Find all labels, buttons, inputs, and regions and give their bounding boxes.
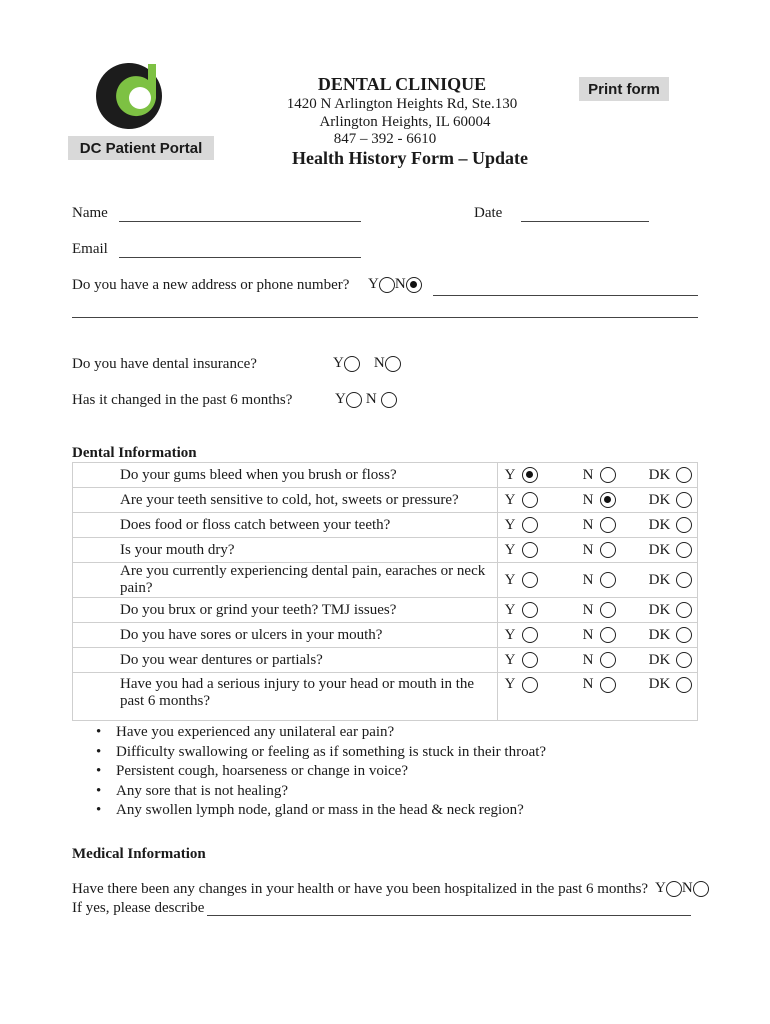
- list-item: • Any sore that is not healing?: [96, 783, 546, 803]
- name-label: Name: [72, 205, 108, 221]
- dental-no-radio[interactable]: [600, 677, 616, 693]
- dental-no-radio[interactable]: [600, 572, 616, 588]
- dental-no-radio[interactable]: [600, 467, 616, 483]
- yes-label: Y: [335, 391, 346, 407]
- option-label: N: [582, 626, 594, 643]
- medical-question: Have there been any changes in your health or have you been hospitalized in the past 6 months?: [72, 881, 649, 897]
- dental-answer-options: [505, 627, 697, 644]
- dental-no-radio[interactable]: [600, 542, 616, 558]
- dental-no-radio[interactable]: [600, 627, 616, 643]
- dental-yes-radio[interactable]: [522, 467, 538, 483]
- insurance-changed-question: Has it changed in the past 6 months?: [72, 392, 293, 408]
- dental-option-no: [575, 492, 645, 509]
- dental-option-yes: [505, 467, 575, 484]
- dental-option-dont-know: [645, 652, 693, 669]
- option-label: N: [582, 601, 594, 618]
- dental-answer-options: [505, 542, 697, 559]
- dental-answer-options: [505, 492, 697, 509]
- table-row: [73, 513, 698, 538]
- email-field[interactable]: [119, 257, 361, 258]
- dental-dont-know-radio[interactable]: [676, 677, 692, 693]
- no-label: N: [365, 391, 377, 407]
- dental-option-dont-know: [645, 517, 693, 534]
- dental-question-text: Do your gums bleed when you brush or floss?: [73, 463, 498, 488]
- option-label: DK: [648, 466, 671, 483]
- form-title: Health History Form – Update: [292, 148, 528, 168]
- changed-no-radio[interactable]: [381, 392, 397, 408]
- medical-yes-radio[interactable]: [666, 881, 682, 897]
- yes-label: Y: [333, 355, 344, 371]
- address-yes-radio[interactable]: [379, 277, 395, 293]
- dental-dont-know-radio[interactable]: [676, 627, 692, 643]
- dental-answer-cell: [497, 673, 697, 721]
- dental-answer-options: [505, 652, 697, 669]
- table-row: [73, 563, 698, 598]
- insurance-no-radio[interactable]: [385, 356, 401, 372]
- list-item: • Difficulty swallowing or feeling as if something is stuck in their throat?: [96, 744, 546, 764]
- dental-question-text: Do you brux or grind your teeth? TMJ issues?: [73, 598, 498, 623]
- dental-option-dont-know: [645, 676, 693, 693]
- option-label: Y: [504, 601, 516, 618]
- changed-yn-group: [335, 391, 397, 408]
- insurance-yes-radio[interactable]: [344, 356, 360, 372]
- dental-option-dont-know: [645, 602, 693, 619]
- dental-option-no: [575, 676, 645, 693]
- dental-no-radio[interactable]: [600, 517, 616, 533]
- option-label: Y: [504, 541, 516, 558]
- dental-question-text: Do you wear dentures or partials?: [73, 648, 498, 673]
- dental-yes-radio[interactable]: [522, 602, 538, 618]
- dental-question-text: Have you had a serious injury to your head or mouth in the past 6 months?: [73, 673, 498, 721]
- dental-answer-cell: [497, 563, 697, 598]
- dental-question-text: Is your mouth dry?: [73, 538, 498, 563]
- option-label: N: [582, 651, 594, 668]
- dental-option-no: [575, 542, 645, 559]
- option-label: N: [582, 676, 594, 692]
- dental-option-dont-know: [645, 467, 693, 484]
- dental-question-text: Are your teeth sensitive to cold, hot, sweets or pressure?: [73, 488, 498, 513]
- dental-answer-cell: [497, 538, 697, 563]
- dental-dont-know-radio[interactable]: [676, 467, 692, 483]
- dental-questions-table: [72, 462, 698, 721]
- yes-label: Y: [655, 880, 666, 896]
- table-row: [73, 538, 698, 563]
- dental-dont-know-radio[interactable]: [676, 492, 692, 508]
- table-row: [73, 648, 698, 673]
- option-label: DK: [648, 541, 671, 558]
- dental-answer-cell: [497, 488, 697, 513]
- dental-yes-radio[interactable]: [522, 517, 538, 533]
- dental-answer-cell: [497, 623, 697, 648]
- option-label: N: [582, 516, 594, 533]
- dental-answer-options: [505, 676, 697, 693]
- dental-option-yes: [505, 572, 575, 589]
- changed-yes-radio[interactable]: [346, 392, 362, 408]
- dental-option-yes: [505, 652, 575, 669]
- describe-field[interactable]: [207, 915, 691, 916]
- name-field[interactable]: [119, 221, 361, 222]
- clinic-name: DENTAL CLINIQUE: [317, 74, 487, 94]
- address-yn-group: [368, 276, 422, 293]
- dental-no-radio[interactable]: [600, 652, 616, 668]
- dental-yes-radio[interactable]: [522, 677, 538, 693]
- dental-yes-radio[interactable]: [522, 492, 538, 508]
- dental-option-no: [575, 602, 645, 619]
- date-field[interactable]: [521, 221, 649, 222]
- dental-option-yes: [505, 627, 575, 644]
- option-label: N: [582, 541, 594, 558]
- option-label: Y: [504, 626, 516, 643]
- medical-information-heading: Medical Information: [72, 846, 206, 862]
- dental-option-no: [575, 627, 645, 644]
- dental-option-yes: [505, 602, 575, 619]
- option-label: N: [582, 491, 594, 508]
- dental-yes-radio[interactable]: [522, 542, 538, 558]
- no-label: N: [394, 276, 406, 292]
- dental-question-text: Do you have sores or ulcers in your mouth?: [73, 623, 498, 648]
- table-row: [73, 463, 698, 488]
- dental-answer-cell: [497, 598, 697, 623]
- dental-answer-cell: [497, 513, 697, 538]
- option-label: DK: [648, 516, 671, 533]
- dental-dont-know-radio[interactable]: [676, 652, 692, 668]
- date-label: Date: [474, 205, 503, 221]
- option-label: DK: [648, 601, 671, 618]
- table-row: [73, 598, 698, 623]
- table-row: [73, 488, 698, 513]
- option-label: DK: [648, 491, 671, 508]
- dental-option-yes: [505, 542, 575, 559]
- dental-dont-know-radio[interactable]: [676, 542, 692, 558]
- dental-yes-radio[interactable]: [522, 572, 538, 588]
- yes-label: Y: [368, 276, 379, 292]
- dental-yes-radio[interactable]: [522, 627, 538, 643]
- dental-clinique-logo: [96, 58, 174, 134]
- medical-no-radio[interactable]: [693, 881, 709, 897]
- dental-question-text: Does food or floss catch between your teeth?: [73, 513, 498, 538]
- option-label: DK: [648, 651, 671, 668]
- dental-option-no: [575, 467, 645, 484]
- option-label: Y: [504, 651, 516, 668]
- dental-option-dont-know: [645, 542, 693, 559]
- dental-answer-options: [505, 517, 697, 534]
- clinic-address-line2: Arlington Heights, IL 60004: [319, 114, 491, 130]
- dental-option-no: [575, 517, 645, 534]
- dental-dont-know-radio[interactable]: [676, 602, 692, 618]
- dental-answer-options: [505, 572, 697, 589]
- dental-yes-radio[interactable]: [522, 652, 538, 668]
- dental-option-no: [575, 572, 645, 589]
- dental-answer-cell: [497, 648, 697, 673]
- option-label: DK: [648, 571, 671, 588]
- dental-option-yes: [505, 492, 575, 509]
- option-label: Y: [504, 676, 516, 692]
- clinic-phone: 847 – 392 - 6610: [333, 131, 437, 147]
- medical-yn-group: [655, 880, 709, 897]
- option-label: DK: [648, 676, 671, 692]
- dental-answer-options: [505, 467, 697, 484]
- describe-label: If yes, please describe: [72, 900, 205, 916]
- dental-option-dont-know: [645, 627, 693, 644]
- list-item: • Any swollen lymph node, gland or mass in the head & neck region?: [96, 802, 546, 822]
- dental-option-dont-know: [645, 492, 693, 509]
- dental-answer-cell: [497, 463, 697, 488]
- address-field[interactable]: [433, 295, 698, 296]
- dental-dont-know-radio[interactable]: [676, 572, 692, 588]
- screening-bullet-list: [96, 724, 546, 822]
- dental-information-heading: Dental Information: [72, 445, 197, 461]
- table-row: [73, 623, 698, 648]
- email-label: Email: [72, 241, 108, 257]
- dental-question-text: Are you currently experiencing dental pain, earaches or neck pain?: [73, 563, 498, 598]
- table-row: [73, 673, 698, 721]
- address-question: Do you have a new address or phone number?: [72, 277, 350, 293]
- no-label: N: [373, 355, 385, 371]
- patient-portal-button[interactable]: DC Patient Portal: [68, 136, 214, 160]
- list-item: • Have you experienced any unilateral ear pain?: [96, 724, 546, 744]
- option-label: DK: [648, 626, 671, 643]
- address-field-line2[interactable]: [72, 317, 698, 318]
- option-label: N: [582, 466, 594, 483]
- option-label: Y: [504, 466, 516, 483]
- list-item: • Persistent cough, hoarseness or change in voice?: [96, 763, 546, 783]
- option-label: N: [582, 571, 594, 588]
- dental-no-radio[interactable]: [600, 602, 616, 618]
- dental-option-yes: [505, 676, 575, 693]
- dental-no-radio[interactable]: [600, 492, 616, 508]
- dental-option-yes: [505, 517, 575, 534]
- dental-option-dont-know: [645, 572, 693, 589]
- logo-inner-circle: [129, 87, 151, 109]
- dental-dont-know-radio[interactable]: [676, 517, 692, 533]
- no-label: N: [681, 880, 693, 896]
- print-form-button[interactable]: Print form: [579, 77, 669, 101]
- option-label: Y: [504, 516, 516, 533]
- clinic-address-line1: 1420 N Arlington Heights Rd, Ste.130: [286, 96, 518, 112]
- dental-answer-options: [505, 602, 697, 619]
- insurance-question: Do you have dental insurance?: [72, 356, 257, 372]
- insurance-yn-group: [333, 355, 401, 372]
- option-label: Y: [504, 571, 516, 588]
- option-label: Y: [504, 491, 516, 508]
- dental-option-no: [575, 652, 645, 669]
- address-no-radio[interactable]: [406, 277, 422, 293]
